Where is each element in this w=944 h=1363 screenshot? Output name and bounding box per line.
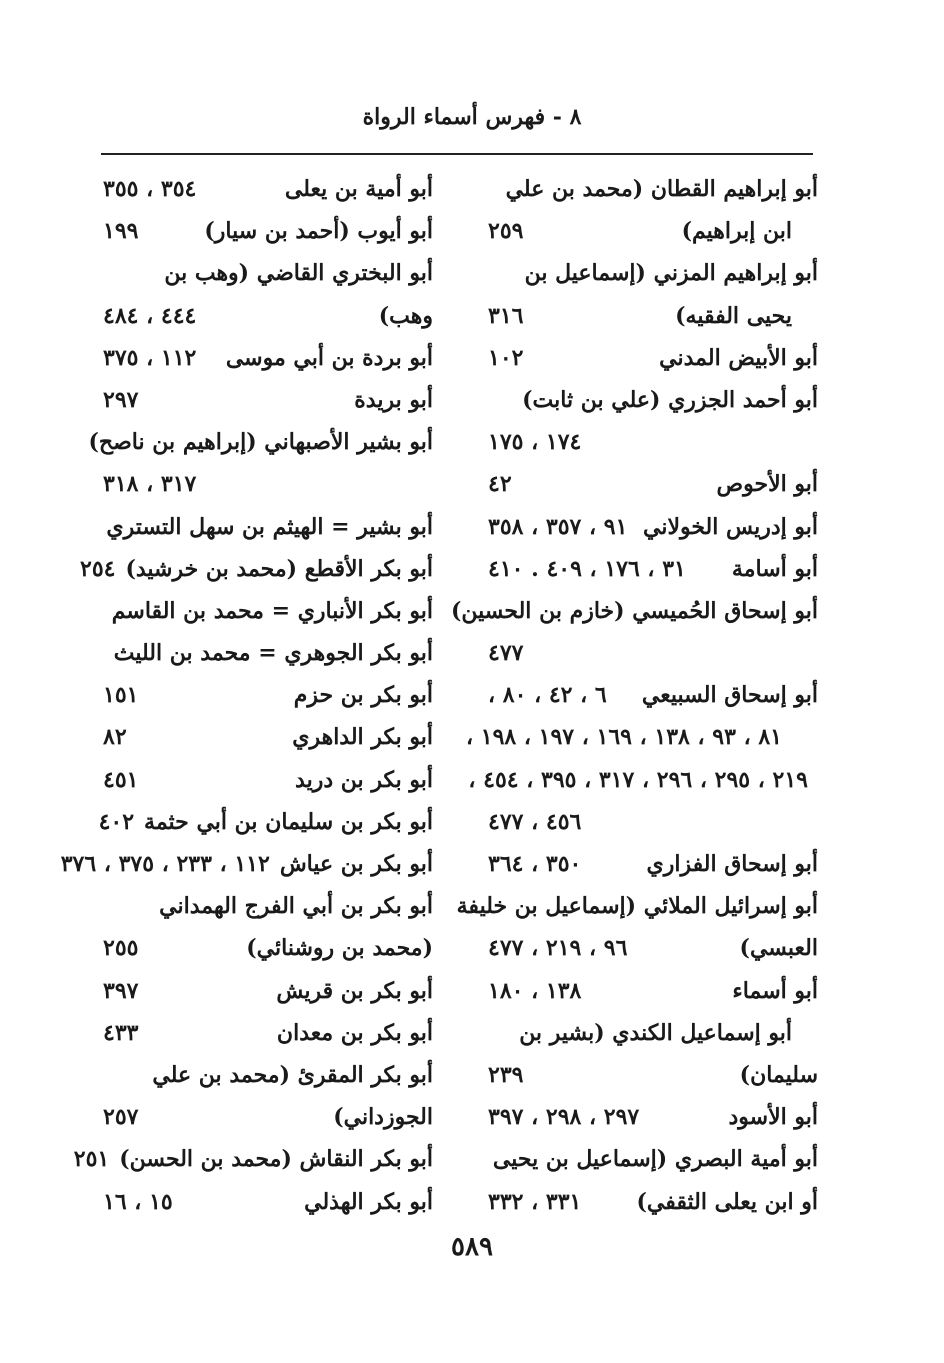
index-entry <box>488 927 818 969</box>
entry-pages: ٩٦ ، ٢١٩ ، ٤٧٧ <box>488 935 628 962</box>
index-entry <box>103 379 433 421</box>
index-entry <box>73 1138 433 1180</box>
entry-name: أبو بكر بن حزم <box>293 682 433 709</box>
entry-pages: ١٩٩ <box>103 218 139 245</box>
index-entry <box>488 970 818 1012</box>
index-entry <box>488 506 818 548</box>
entry-pages: ١٣٨ ، ١٨٠ <box>488 977 582 1004</box>
index-entry <box>103 1096 433 1138</box>
entry-name: أبو بكر بن معدان <box>276 1019 433 1046</box>
entry-name: أبو بشير = الهيثم بن سهل التستري <box>106 513 433 540</box>
entry-name: الجوزداني) <box>333 1104 433 1131</box>
index-entry <box>103 885 433 927</box>
entry-name: أبو إبراهيم القطان (محمد بن علي <box>505 176 818 202</box>
entry-name: أبو بكر بن أبي الفرج الهمداني <box>159 893 433 920</box>
index-entry <box>488 295 818 337</box>
entry-name: أبو بكر بن قريش <box>276 977 433 1004</box>
entry-name: سليمان) <box>739 1061 818 1088</box>
index-entry <box>80 548 433 590</box>
header-rule <box>101 153 813 155</box>
index-entry <box>103 927 433 969</box>
index-entry <box>488 674 818 716</box>
index-entry <box>103 506 433 548</box>
entry-pages: ٤٣٣ <box>103 1019 139 1046</box>
entry-name: أبو الأسود <box>728 1104 818 1131</box>
index-entry <box>468 759 818 801</box>
index-entry <box>488 1012 818 1054</box>
index-entry <box>488 632 818 674</box>
index-entry <box>60 843 433 885</box>
entry-pages: ٣٩٧ <box>103 977 139 1004</box>
entry-name: أبو بكر بن عياش <box>279 851 433 877</box>
index-entry <box>103 1181 433 1223</box>
entry-name: أبو بشير الأصبهاني (إبراهيم بن ناصح) <box>88 429 433 456</box>
index-entry <box>488 843 818 885</box>
entry-pages: ٢٣٩ <box>488 1061 524 1088</box>
entry-name: العبسي) <box>739 935 818 962</box>
index-entry <box>488 1181 818 1223</box>
index-entry <box>103 590 433 632</box>
entry-pages: ٢٥٧ <box>103 1104 139 1131</box>
index-entry <box>488 252 818 294</box>
entry-pages: ٤٥٦ ، ٤٧٧ <box>488 808 582 835</box>
entry-name: أبو إسحاق السبيعي <box>641 682 818 709</box>
entry-pages: ٢٥٩ <box>488 218 524 245</box>
index-entry <box>103 168 433 210</box>
entry-name: أبو إسرائيل الملائي (إسماعيل بن خليفة <box>456 893 818 920</box>
entry-pages: ٢١٩ ، ٢٩٥ ، ٢٩٦ ، ٣١٧ ، ٣٩٥ ، ٤٥٤ ، <box>468 766 808 793</box>
entry-name: وهب) <box>378 302 433 329</box>
entry-pages: ٢٥١ <box>73 1146 110 1173</box>
entry-name: أبو بردة بن أبي موسى <box>225 344 433 371</box>
entry-pages: ٣١٧ ، ٣١٨ <box>103 471 197 498</box>
index-entry <box>103 337 433 379</box>
entry-pages: ٣١٦ <box>488 302 524 329</box>
index-entry <box>103 674 433 716</box>
entry-pages: ١٥١ <box>103 682 139 709</box>
entry-pages: ٦ ، ٤٢ ، ٨٠ ، <box>488 682 607 709</box>
entry-name: أبو بكر الأقطع (محمد بن خرشيد) <box>125 555 433 582</box>
entry-pages: ٢٥٤ <box>80 555 116 582</box>
entry-pages: ٩١ ، ٣٥٧ ، ٣٥٨ <box>488 513 628 540</box>
index-entry <box>98 801 433 843</box>
entry-name: يحيى الفقيه) <box>675 302 792 329</box>
index-entry <box>466 716 818 758</box>
entry-name: أبو بكر الأنباري = محمد بن القاسم <box>111 597 433 624</box>
index-entry <box>103 295 433 337</box>
entry-name: أبو إسماعيل الكندي (بشير بن <box>519 1019 792 1046</box>
index-entry <box>103 210 433 252</box>
index-entry <box>103 632 433 674</box>
entry-name: أبو أسامة <box>731 555 818 582</box>
entry-name: أبو أمية بن يعلى <box>284 176 433 202</box>
entry-name: أبو الأبيض المدني <box>659 344 818 371</box>
entry-name: أبو إسحاق الفزاري <box>646 851 818 877</box>
entry-name: أبو أسماء <box>732 977 818 1004</box>
entry-pages: ٣٥٠ ، ٣٦٤ <box>488 851 582 877</box>
index-entry <box>488 337 818 379</box>
page-number: ٥٨٩ <box>451 1232 493 1262</box>
entry-name: أبو إدريس الخولاني <box>642 513 818 540</box>
entry-name: أبو إسحاق الحُميسي (خازم بن الحسين) <box>450 597 818 624</box>
entry-pages: ٣٥٤ ، ٣٥٥ <box>103 176 197 202</box>
index-entry <box>103 1054 433 1096</box>
entry-pages: ٢٩٧ ، ٢٩٨ ، ٣٩٧ <box>488 1104 640 1131</box>
entry-pages: ١٥ ، ١٦ <box>103 1188 173 1215</box>
entry-name: أبو بكر المقرئ (محمد بن علي <box>152 1061 433 1088</box>
index-entry <box>488 548 818 590</box>
entry-pages: ٤٠٢ <box>98 808 135 835</box>
entry-name: ابن إبراهيم) <box>681 218 792 245</box>
entry-pages: ٣١ ، ١٧٦ ، ٤٠٩ . ٤١٠ <box>488 555 686 582</box>
entry-pages: ٨١ ، ٩٣ ، ١٣٨ ، ١٦٩ ، ١٩٧ ، ١٩٨ ، <box>466 724 782 751</box>
index-entry <box>103 970 433 1012</box>
entry-pages: ١١٢ ، ٢٣٣ ، ٣٧٥ ، ٣٧٦ <box>60 851 270 877</box>
index-entry <box>488 1138 818 1180</box>
entry-name: أبو بكر الهذلي <box>304 1188 433 1215</box>
index-entry <box>488 421 818 463</box>
index-entry <box>103 716 433 758</box>
running-header: ٨ - فهرس أسماء الرواة <box>362 104 582 130</box>
entry-name: أبو البختري القاضي (وهب بن <box>164 260 433 287</box>
entry-name: أبو بكر الداهري <box>292 724 433 751</box>
entry-name: أبو الأحوص <box>716 471 818 498</box>
entry-pages: ٣٣١ ، ٣٣٢ <box>488 1188 582 1215</box>
entry-pages: ١٧٤ ، ١٧٥ <box>488 429 582 456</box>
entry-name: أبو بكر الجوهري = محمد بن الليث <box>113 640 433 667</box>
entry-pages: ١٠٢ <box>488 344 524 371</box>
index-column-right <box>450 168 818 1223</box>
index-entry <box>103 463 433 505</box>
entry-name: أبو بكر بن سليمان بن أبي حثمة <box>144 808 433 835</box>
entry-name: أبو أيوب (أحمد بن سيار) <box>204 218 433 245</box>
entry-pages: ٢٩٧ <box>103 386 139 413</box>
index-entry <box>103 759 433 801</box>
index-entry <box>456 885 818 927</box>
index-column-left <box>60 168 433 1223</box>
entry-pages: ٤٢ <box>488 471 512 498</box>
index-entry <box>88 421 433 463</box>
index-entry <box>488 210 818 252</box>
entry-pages: ٨٢ <box>103 724 127 751</box>
index-entry <box>488 1054 818 1096</box>
index-entry <box>488 801 818 843</box>
index-entry <box>103 252 433 294</box>
index-entry <box>488 168 818 210</box>
entry-pages: ٤٥١ <box>103 766 139 793</box>
entry-name: (محمد بن روشنائي) <box>246 935 433 962</box>
entry-name: أبو أحمد الجزري (علي بن ثابت) <box>522 386 818 413</box>
index-entry <box>450 590 818 632</box>
entry-pages: ٢٥٥ <box>103 935 139 962</box>
entry-name: أبو بريدة <box>354 386 433 413</box>
entry-name: أبو إبراهيم المزني (إسماعيل بن <box>524 260 818 287</box>
entry-name: أبو بكر بن دريد <box>295 766 433 793</box>
entry-pages: ٤٧٧ <box>488 640 524 667</box>
entry-pages: ١١٢ ، ٣٧٥ <box>103 344 197 371</box>
entry-name: أو ابن يعلى الثقفي) <box>636 1188 818 1215</box>
entry-name: أبو أمية البصري (إسماعيل بن يحيى <box>492 1146 818 1173</box>
index-entry <box>488 1096 818 1138</box>
entry-pages: ٤٤٤ ، ٤٨٤ <box>103 302 197 329</box>
entry-name: أبو بكر النقاش (محمد بن الحسن) <box>119 1146 433 1173</box>
index-entry <box>488 463 818 505</box>
index-entry <box>488 379 818 421</box>
index-entry <box>103 1012 433 1054</box>
